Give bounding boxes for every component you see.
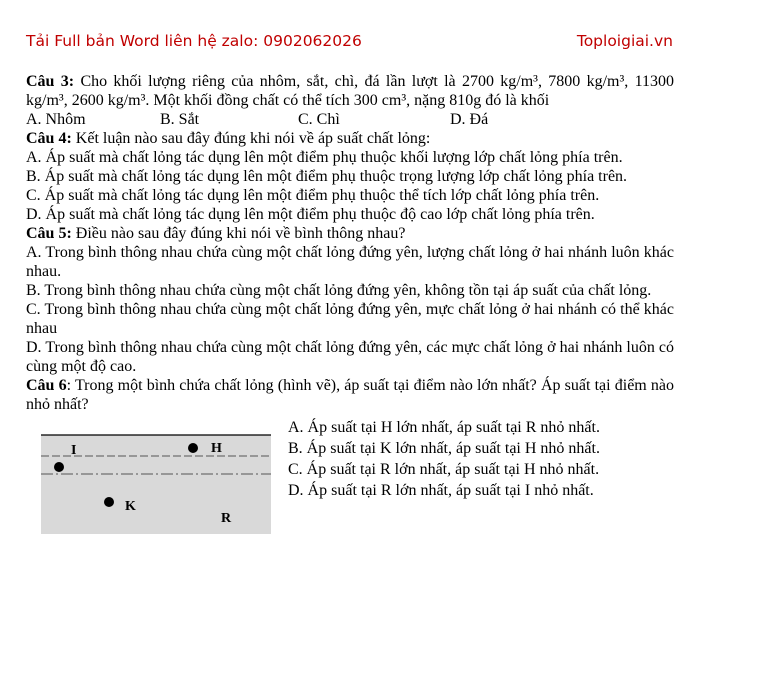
question-3 — [26, 72, 674, 110]
question-6-body — [26, 414, 674, 534]
q6-option-b: B. Áp suất tại K lớn nhất, áp suất tại H nhỏ nhất. — [288, 440, 600, 457]
point-r-label: R — [221, 511, 232, 526]
question-4-text: Kết luận nào sau đây đúng khi nói về áp suất chất lỏng: — [75, 130, 431, 147]
q5-option-d: D. Trong bình thông nhau chứa cùng một chất lỏng đứng yên, các mực chất lỏng ở hai nhánh luôn có cùng một độ cao. — [26, 339, 674, 375]
question-4 — [26, 129, 674, 148]
point-k-dot — [104, 497, 114, 507]
point-h-dot — [188, 443, 198, 453]
question-3-options — [26, 110, 674, 129]
point-i-dot — [54, 462, 64, 472]
header-site: Toploigiai.vn — [576, 32, 673, 50]
q6-option-d: D. Áp suất tại R lớn nhất, áp suất tại I nhỏ nhất. — [288, 482, 594, 499]
q4-option-a: A. Áp suất mà chất lỏng tác dụng lên một điểm phụ thuộc khối lượng lớp chất lỏng phía trên. — [26, 149, 623, 166]
q3-option-b: B. Sắt — [160, 111, 200, 128]
liquid-container-figure — [41, 414, 271, 534]
question-5 — [26, 224, 674, 243]
q5-option-a: A. Trong bình thông nhau chứa cùng một chất lỏng đứng yên, lượng chất lỏng ở hai nhánh luôn khác nhau. — [26, 244, 674, 280]
question-5-label: Câu 5: — [26, 225, 72, 242]
point-h-label: H — [211, 441, 222, 456]
question-6-options — [288, 418, 600, 502]
q6-option-c: C. Áp suất tại R lớn nhất, áp suất tại H nhỏ nhất. — [288, 461, 600, 478]
q5-option-b: B. Trong bình thông nhau chứa cùng một chất lỏng đứng yên, không tồn tại áp suất của chất lỏng. — [26, 282, 652, 299]
q4-option-b: B. Áp suất mà chất lỏng tác dụng lên một điểm phụ thuộc trọng lượng lớp chất lỏng phía trên. — [26, 168, 628, 185]
point-k-label: K — [125, 499, 136, 514]
q6-option-a: A. Áp suất tại H lớn nhất, áp suất tại R nhỏ nhất. — [288, 419, 600, 436]
q3-option-d: D. Đá — [450, 111, 489, 128]
question-3-label: Câu 3: — [26, 73, 75, 90]
q3-option-c: C. Chì — [298, 111, 340, 128]
header-contact: Tải Full bản Word liên hệ zalo: 0902062026 — [26, 32, 362, 50]
q5-option-c: C. Trong bình thông nhau chứa cùng một chất lỏng đứng yên, mực chất lỏng ở hai nhánh có thể khác nhau — [26, 301, 674, 337]
question-3-text: Cho khối lượng riêng của nhôm, sắt, chì, đá lần lượt là 2700 kg/m³, 7800 kg/m³, 11300 kg/m³, 2600 kg/m³. Một khối đồng chất có thể tích 300 cm³, nặng 810g đó là khối — [26, 73, 675, 109]
q4-option-c: C. Áp suất mà chất lỏng tác dụng lên một điểm phụ thuộc thể tích lớp chất lỏng phía trên. — [26, 187, 600, 204]
q4-option-d: D. Áp suất mà chất lỏng tác dụng lên một điểm phụ thuộc độ cao lớp chất lỏng phía trên. — [26, 206, 595, 223]
q3-option-a: A. Nhôm — [26, 111, 86, 128]
document-body — [26, 72, 674, 534]
question-6 — [26, 376, 674, 414]
question-5-text: Điều nào sau đây đúng khi nói về bình thông nhau? — [75, 225, 406, 242]
question-6-text: : Trong một bình chứa chất lỏng (hình vẽ), áp suất tại điểm nào lớn nhất? Áp suất tại điểm nào nhỏ nhất? — [26, 377, 675, 413]
point-i-label: I — [71, 443, 77, 458]
question-6-label: Câu 6 — [26, 377, 67, 394]
question-4-label: Câu 4: — [26, 130, 72, 147]
